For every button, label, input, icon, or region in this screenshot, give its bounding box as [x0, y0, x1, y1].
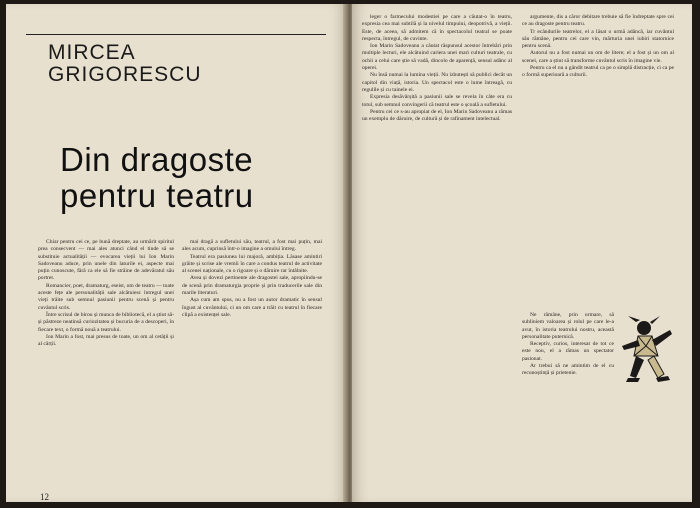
paragraph: Autorul nu a fost numai un om de litere; el a fost și un om al scenei, care a știut să transforme cuvântul scris în imagine vie.: [522, 50, 674, 64]
article-title: [60, 142, 254, 214]
paragraph: Între scrisul de birou și munca de bibliotecă, el a știut să-și păstreze neatinsă curiozitatea și bucuria de a descoperi, în fiecare text, o formă nouă a teatrului.: [38, 311, 174, 333]
page-number: 12: [40, 492, 49, 502]
author-last-name: GRIGORESCU: [48, 63, 202, 86]
paragraph: mai dragă a sufletului său, teatrul, a fost mai puțin, mai ales acum, cuprinsă într-o imagine a omului întreg.: [182, 239, 322, 253]
paragraph: Pentru cei ce s-au apropiat de el, Ion Marin Sadoveanu a rămas un exemplu de dăruire, de cultură și de rafinament intelectual.: [362, 108, 512, 123]
paragraph: Tr ecândurile teatrelor, el a lăsat o urmă adâncă, iar cuvântul său rămâne, pentru cei care vin, mărturia unei iubiri statornice pentru scenă.: [522, 28, 674, 50]
paragraph: Nu însă numai la lumina vieții. Nu izbutești să publici decât un capitol din viață, istoria. Un spectacol este o lume întreagă, cu regulile și cu tainele ei.: [362, 72, 512, 93]
paragraph: Ion Marin a fost, mai presus de toate, un om al cetății și al cărții.: [38, 333, 174, 348]
left-column-2: [182, 239, 322, 487]
title-line-1: Din dragoste: [60, 141, 254, 178]
paragraph: Chiar pentru cei ce, pe bună dreptate, au urmărit spiritul prea consecvent — mai ales atunci când el tinde să se substituie actualității — evocarea vieții lui Ion Marin Sadoveanu aduce, prin unele din laturile ei, aspecte mai puțin cunoscute, fără ca ele să fie străine de adevăratul său portret.: [38, 239, 174, 282]
author-first-name: MIRCEA: [48, 41, 136, 64]
author-rule: [26, 34, 326, 35]
paragraph: Ion Marin Sadoveanu a căutat răspunsul acestor întrebări prin multiple lecturi, ele alcătuind cariera unei mari culturi teatrale, cu ochii a celui care știe să vadă, dincolo de aparență, sensul adânc al operei.: [362, 43, 512, 72]
paragraph: Expresia desăvârșită a pasiunii sale se revela în câte era cu totul, sub semnul convingerii că teatrul este o școală a sufletului.: [362, 94, 512, 108]
right-page: [352, 4, 692, 502]
paragraph: Teatrul era pasiunea lui majoră, ambiția. Lăsase amintiri grăite și scrise ale vremii în care a condus teatrul de activitate al scenei naționale, cu o rigoare și o dăruire rar întâlnite.: [182, 253, 322, 275]
title-line-2: pentru teatru: [60, 177, 254, 214]
paragraph: Ne rămâne, prin urmare, să subliniem valoarea și rolul pe care le-a avut, în istoria teatrului nostru, această personalitate puternică.: [522, 312, 614, 340]
paragraph: Receptiv, curios, interesat de tot ce este nou, el a rămas un spectator pasionat.: [522, 341, 614, 362]
harlequin-illustration-icon: [614, 316, 682, 388]
left-column-1: [38, 239, 174, 487]
author-name: [48, 42, 202, 86]
paragraph: Romancier, poet, dramaturg, eseist, om de teatru — toate aceste fețe ale personalității sale alcătuiesc întregul unei vieți trăite sub semnul pasiunii pentru scenă și pentru cuvântul scris.: [38, 282, 174, 311]
left-page: [6, 4, 346, 502]
paragraph: Pentru ca el nu a gândit teatrul ca pe o simplă distracție, ci ca pe o formă superioară a culturii.: [522, 65, 674, 79]
right-column-1: [362, 14, 512, 492]
paragraph: Așa cum am spus, nu a fost un autor dramatic în sensul îngust al cuvântului, ci un om care a trăit cu teatrul în fiecare clipă a existenței sale.: [182, 297, 322, 318]
paragraph: argumente, dis a căror debitare trebuie să fie îndreptate spre cei ce au dragoste pentru teatru.: [522, 14, 674, 28]
right-column-2: [522, 14, 674, 314]
paragraph: leger o farmecului modestiei pe care a căutat-o în teatru, expresia cea mai subtilă și la nivelul timpului, deopotrivă, a vieții. Este, de aceea, să admitem că în spectacolul teatral se poate respecta, întregul, de cuvinte.: [362, 14, 512, 42]
paragraph: Ar trebui să ne amintim de el cu recunoștință și prietenie.: [522, 363, 614, 377]
paragraph: Avea și dovezi pertinente ale dragostei sale, apropiindu-se de scenă prin dramaturgia proprie și prin traducerile sale din marile literaturi.: [182, 275, 322, 297]
right-column-3: [522, 312, 614, 492]
